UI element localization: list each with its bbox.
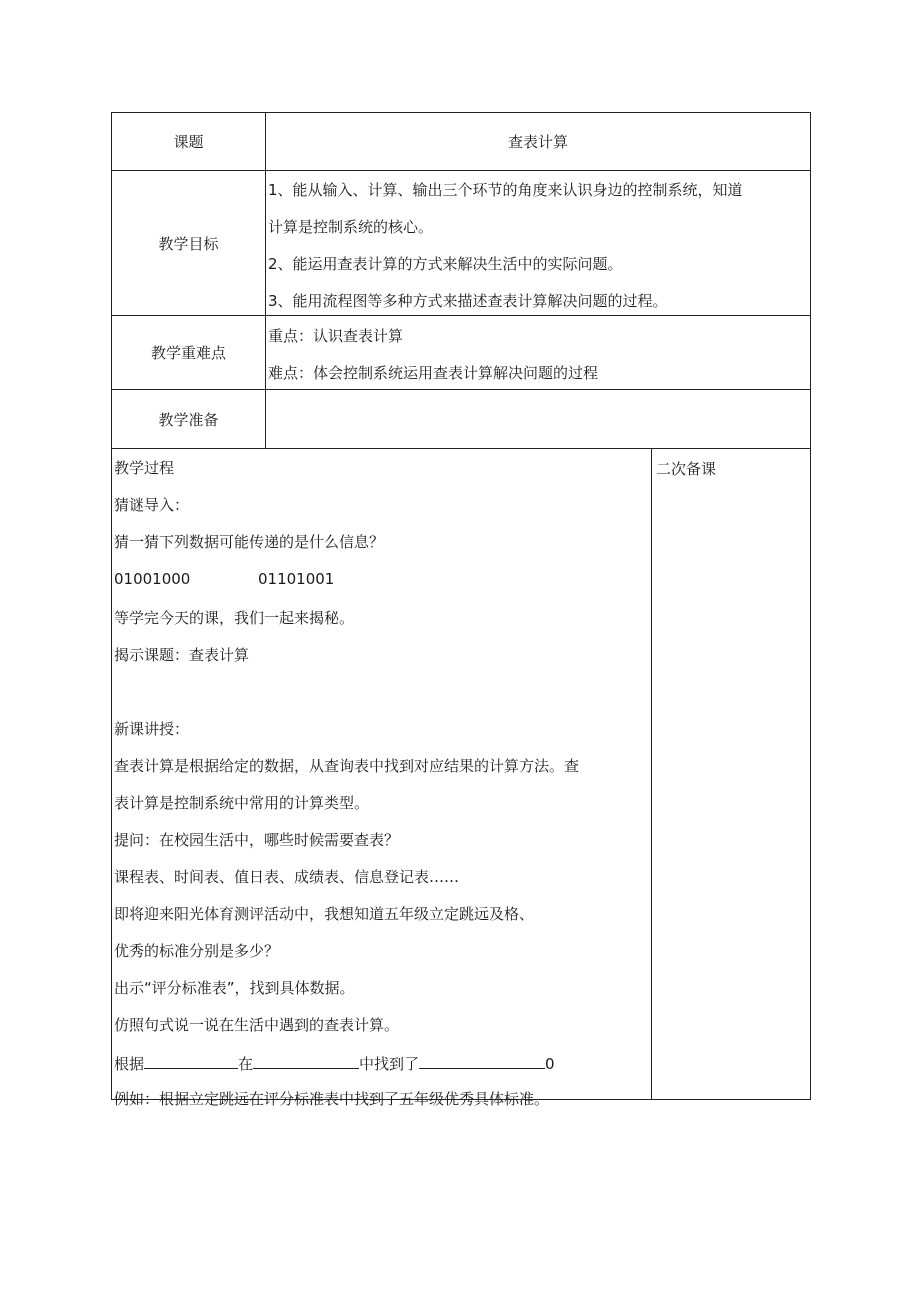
process-heading: 教学过程 — [114, 459, 175, 477]
ask-question: 提问：在校园生活中，哪些时候需要查表？ — [114, 831, 400, 849]
objectives-label: 教学目标 — [112, 171, 266, 315]
intro-title: 猜谜导入： — [114, 496, 190, 514]
sentence-pattern — [114, 1052, 647, 1072]
objective-1-line-2: 计算是控制系统的核心。 — [268, 218, 434, 236]
examples-list: 课程表、时间表、值日表、成绩表、信息登记表…… — [114, 868, 460, 886]
pattern-end: 0 — [545, 1055, 555, 1073]
preparation-row — [111, 389, 811, 448]
preparation-value — [266, 390, 810, 448]
key-points-label: 教学重难点 — [112, 316, 266, 389]
topic-value: 查表计算 — [507, 133, 568, 151]
objectives-content — [266, 171, 810, 315]
difficulty-point: 难点：体会控制系统运用查表计算解决问题的过程 — [268, 364, 599, 382]
topic-label: 课题 — [112, 113, 266, 170]
binary-codes — [114, 569, 647, 589]
new-lesson-title: 新课讲授： — [114, 720, 190, 738]
intro-question: 猜一猜下列数据可能传递的是什么信息？ — [114, 533, 385, 551]
fill-blank-3 — [419, 1052, 545, 1069]
lesson-plan-table — [111, 112, 811, 1108]
process-main — [112, 449, 652, 1108]
objective-2: 2、能运用查表计算的方式来解决生活中的实际问题。 — [268, 255, 623, 273]
objectives-row — [111, 170, 811, 315]
definition-line-1: 查表计算是根据给定的数据，从查询表中找到对应结果的计算方法。查 — [114, 757, 580, 775]
imitate-prompt: 仿照句式说一说在生活中遇到的查表计算。 — [114, 1016, 400, 1034]
preparation-label: 教学准备 — [112, 390, 266, 448]
key-points-content — [266, 316, 810, 389]
fill-blank-2 — [253, 1052, 359, 1069]
event-line-1: 即将迎来阳光体育测评活动中，我想知道五年级立定跳远及格、 — [114, 905, 535, 923]
pattern-word-3: 中找到了 — [359, 1055, 420, 1073]
process-row — [111, 448, 811, 1108]
objective-1-line-1: 1、能从输入、计算、输出三个环节的角度来认识身边的控制系统，知道 — [268, 181, 743, 199]
side-heading: 二次备课 — [656, 460, 717, 478]
fill-blank-1 — [144, 1052, 238, 1069]
binary-code-1: 01001000 — [114, 570, 191, 588]
example-sentence: 例如：根据立定跳远在评分标准表中找到了五年级优秀具体标准。 — [114, 1090, 550, 1108]
event-line-2: 优秀的标准分别是多少？ — [114, 942, 280, 960]
show-table-text: 出示“评分标准表”，找到具体数据。 — [114, 979, 355, 997]
focus-point: 重点：认识查表计算 — [268, 327, 404, 345]
topic-row — [111, 112, 811, 170]
key-points-row — [111, 315, 811, 389]
after-class-text: 等学完今天的课，我们一起来揭秘。 — [114, 609, 355, 627]
pattern-word-2: 在 — [238, 1055, 254, 1073]
objective-3: 3、能用流程图等多种方式来描述查表计算解决问题的过程。 — [268, 292, 668, 310]
process-side — [652, 449, 810, 1099]
spacer — [114, 682, 647, 719]
reveal-topic: 揭示课题：查表计算 — [114, 646, 250, 664]
pattern-word-1: 根据 — [114, 1055, 145, 1073]
definition-line-2: 表计算是控制系统中常用的计算类型。 — [114, 794, 370, 812]
binary-code-2: 01101001 — [258, 570, 335, 588]
